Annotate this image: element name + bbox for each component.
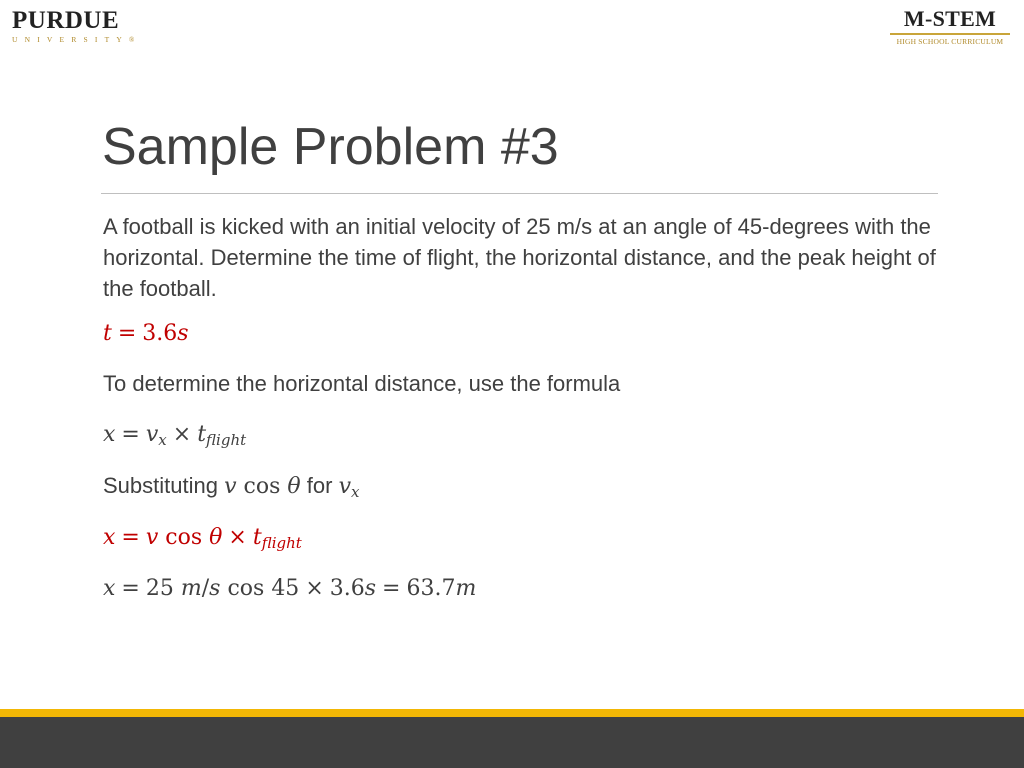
horizontal-distance-formula	[103, 419, 943, 450]
time-value: 3.6	[142, 321, 178, 346]
substitution-expression: v cos θ	[224, 474, 301, 499]
substituted-formula: x = v $\cos \theta \times t_{flight}$	[103, 525, 302, 552]
spacer	[103, 450, 943, 470]
time-unit: s	[177, 321, 189, 346]
equals-sign: =	[117, 321, 137, 346]
spacer	[103, 553, 943, 573]
footer-dark-bar	[0, 717, 1024, 768]
formula-velocity: v	[145, 422, 159, 447]
time-of-flight-result	[103, 318, 943, 349]
spacer	[103, 349, 943, 368]
formula-lhs: x	[103, 422, 116, 447]
formula-time: t	[197, 422, 207, 447]
mstem-subtitle: HIGH SCHOOL CURRICULUM	[896, 37, 1004, 46]
equals-sign: =	[121, 422, 140, 447]
formula-velocity-sub: x	[158, 431, 167, 449]
mstem-logo-rule	[890, 33, 1010, 35]
purdue-trademark: ®	[129, 36, 135, 44]
instruction-text: To determine the horizontal distance, use the formula	[103, 371, 621, 396]
purdue-subtitle: UNIVERSITY®	[12, 35, 135, 44]
mstem-logo	[888, 6, 1012, 48]
slide-title: Sample Problem #3	[102, 118, 559, 176]
substitution-connector: for	[306, 473, 333, 498]
times-sign: ×	[172, 422, 192, 447]
substitution-prefix: Substituting	[103, 473, 218, 498]
purdue-wordmark: PURDUE	[12, 7, 120, 34]
substitution-line	[103, 470, 943, 502]
distance-calculation: x = 25 m/s cos 45 × 3.6s = 63.7m	[103, 576, 477, 601]
purdue-university-logo	[12, 8, 152, 48]
formula-time-sub: flight	[206, 431, 247, 449]
time-var: t	[103, 321, 112, 346]
spacer	[103, 502, 943, 522]
slide-content	[103, 211, 943, 604]
mstem-wordmark: M-STEM	[903, 6, 997, 31]
problem-statement: A football is kicked with an initial velocity of 25 m/s at an angle of 45-degrees with the horizontal. Determine the time of flight, the horizontal distance, and the peak height of the football.	[103, 214, 936, 301]
spacer	[103, 399, 943, 419]
substitution-target: $v_x$	[338, 474, 360, 501]
footer-gold-bar	[0, 709, 1024, 717]
title-divider	[101, 193, 938, 194]
